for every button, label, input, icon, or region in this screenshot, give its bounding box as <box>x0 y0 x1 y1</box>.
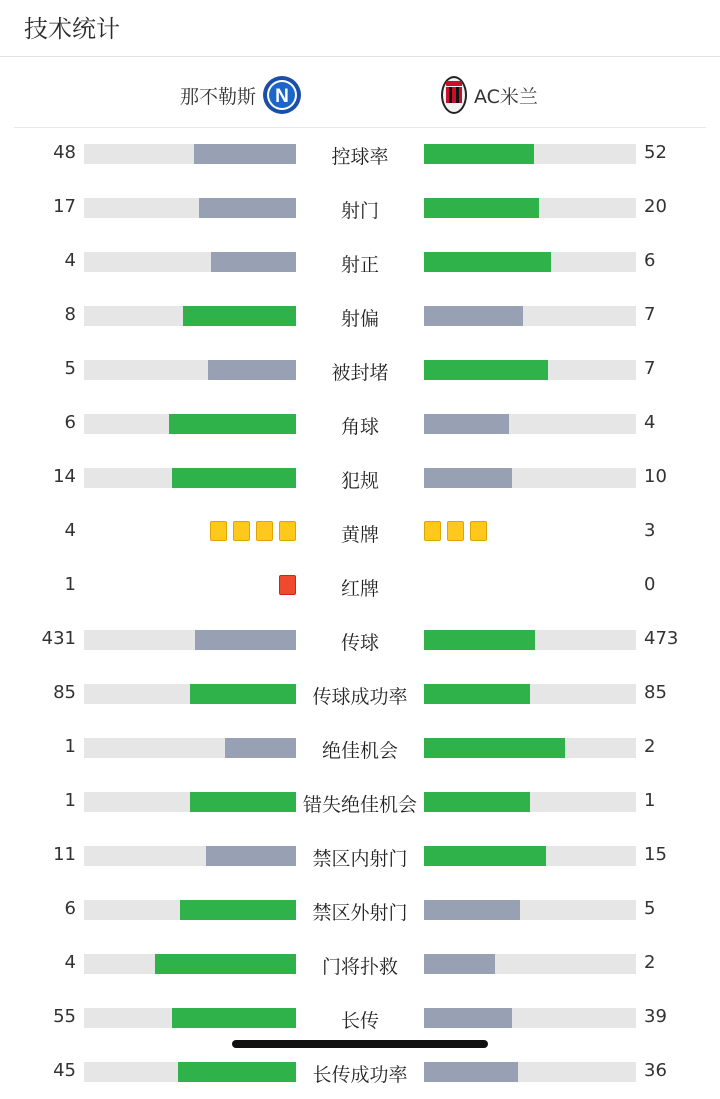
stat-label: 犯规 <box>340 470 379 492</box>
away-value: 2 <box>644 736 656 757</box>
away-bar-fill <box>424 684 530 704</box>
home-bar-track <box>84 630 296 650</box>
stat-label: 被封堵 <box>331 362 389 384</box>
away-bar-fill <box>424 360 548 380</box>
away-bar-track <box>424 252 636 272</box>
home-value: 5 <box>64 358 76 379</box>
home-bar-fill <box>172 468 296 488</box>
away-bar-fill <box>424 630 535 650</box>
yellow-card-icon <box>233 521 250 541</box>
away-value: 0 <box>644 574 656 595</box>
home-bar-fill <box>199 198 296 218</box>
home-value: 1 <box>64 574 76 595</box>
away-bar-fill <box>424 198 539 218</box>
away-value: 15 <box>644 844 667 865</box>
home-bar-fill <box>208 360 296 380</box>
home-value: 431 <box>41 628 76 649</box>
home-team[interactable] <box>180 75 302 115</box>
stat-row <box>0 289 720 343</box>
away-bar-track <box>424 954 636 974</box>
teams-header <box>14 57 706 128</box>
red-card-icon <box>279 575 296 595</box>
away-bar-fill <box>424 900 520 920</box>
away-value: 3 <box>644 520 656 541</box>
stat-row <box>0 937 720 991</box>
stat-row <box>0 343 720 397</box>
page-title: 技术统计 <box>24 15 120 43</box>
stat-label: 红牌 <box>340 578 379 600</box>
away-value: 20 <box>644 196 667 217</box>
stat-row <box>0 397 720 451</box>
stat-row <box>0 667 720 721</box>
stat-row <box>0 181 720 235</box>
home-value: 6 <box>64 412 76 433</box>
stat-label: 禁区内射门 <box>312 848 408 870</box>
stat-row <box>0 451 720 505</box>
header <box>0 0 720 57</box>
away-bar-track <box>424 360 636 380</box>
away-bar-fill <box>424 1062 518 1082</box>
home-bar-track <box>84 954 296 974</box>
yellow-card-icon <box>470 521 487 541</box>
stat-row <box>0 775 720 829</box>
away-value: 85 <box>644 682 667 703</box>
away-value: 10 <box>644 466 667 487</box>
away-value: 7 <box>644 358 656 379</box>
stat-label: 射正 <box>340 254 379 276</box>
away-value: 4 <box>644 412 656 433</box>
stat-label: 错失绝佳机会 <box>302 794 417 816</box>
away-value: 39 <box>644 1006 667 1027</box>
away-bar-fill <box>424 738 565 758</box>
home-bar-fill <box>206 846 296 866</box>
yellow-card-icon <box>279 521 296 541</box>
home-bar-track <box>84 198 296 218</box>
away-value: 7 <box>644 304 656 325</box>
away-bar-fill <box>424 468 512 488</box>
away-bar-fill <box>424 954 495 974</box>
away-bar-fill <box>424 144 534 164</box>
away-bar-track <box>424 144 636 164</box>
home-bar-fill <box>178 1062 296 1082</box>
home-bar-track <box>84 846 296 866</box>
away-bar-track <box>424 414 636 434</box>
home-value: 4 <box>64 952 76 973</box>
stat-row <box>0 721 720 775</box>
stat-label: 控球率 <box>331 146 389 168</box>
away-bar-track <box>424 738 636 758</box>
away-bar-track <box>424 198 636 218</box>
home-bar-fill <box>194 144 296 164</box>
home-value: 8 <box>64 304 76 325</box>
away-bar-fill <box>424 306 523 326</box>
home-value: 55 <box>53 1006 76 1027</box>
home-value: 1 <box>64 790 76 811</box>
stat-row <box>0 1045 720 1099</box>
home-bar-fill <box>190 684 296 704</box>
stat-row <box>0 613 720 667</box>
stat-row <box>0 505 720 559</box>
home-indicator[interactable] <box>232 1040 488 1048</box>
yellow-card-icon <box>210 521 227 541</box>
ac-milan-logo-icon <box>440 75 468 115</box>
home-bar-fill <box>180 900 296 920</box>
away-bar-track <box>424 1062 636 1082</box>
stat-label: 绝佳机会 <box>321 740 398 762</box>
away-bar-track <box>424 306 636 326</box>
home-bar-track <box>84 1062 296 1082</box>
stat-label: 长传成功率 <box>312 1064 408 1086</box>
stat-label: 门将扑救 <box>321 956 398 978</box>
away-value: 6 <box>644 250 656 271</box>
stat-label: 传球 <box>340 632 379 654</box>
stat-label: 角球 <box>340 416 379 438</box>
away-bar-track <box>424 846 636 866</box>
home-bar-track <box>84 900 296 920</box>
yellow-card-icon <box>424 521 441 541</box>
home-value: 11 <box>53 844 76 865</box>
away-bar-track <box>424 684 636 704</box>
stat-row <box>0 829 720 883</box>
home-bar-track <box>84 738 296 758</box>
home-bar-fill <box>183 306 296 326</box>
away-cards <box>424 521 487 541</box>
home-bar-fill <box>172 1008 296 1028</box>
home-value: 6 <box>64 898 76 919</box>
home-bar-track <box>84 468 296 488</box>
stat-row <box>0 127 720 181</box>
away-bar-fill <box>424 414 509 434</box>
home-bar-track <box>84 144 296 164</box>
svg-text:N: N <box>275 86 289 107</box>
away-bar-fill <box>424 846 546 866</box>
home-bar-track <box>84 684 296 704</box>
home-value: 4 <box>64 520 76 541</box>
yellow-card-icon <box>447 521 464 541</box>
stat-row <box>0 235 720 289</box>
stat-label: 禁区外射门 <box>312 902 408 924</box>
home-bar-track <box>84 414 296 434</box>
home-bar-fill <box>155 954 296 974</box>
yellow-card-icon <box>256 521 273 541</box>
stat-label: 传球成功率 <box>312 686 408 708</box>
stat-row <box>0 991 720 1045</box>
home-value: 1 <box>64 736 76 757</box>
away-value: 52 <box>644 142 667 163</box>
home-bar-fill <box>211 252 296 272</box>
away-bar-track <box>424 630 636 650</box>
home-value: 17 <box>53 196 76 217</box>
away-bar-track <box>424 792 636 812</box>
away-team-name: AC米兰 <box>474 85 538 108</box>
stat-label: 射偏 <box>340 308 379 330</box>
home-bar-track <box>84 252 296 272</box>
home-value: 14 <box>53 466 76 487</box>
home-cards <box>210 521 296 541</box>
home-cards <box>279 575 296 595</box>
home-bar-fill <box>190 792 296 812</box>
stat-label: 射门 <box>340 200 379 222</box>
home-value: 45 <box>53 1060 76 1081</box>
stat-label: 黄牌 <box>340 524 379 546</box>
home-value: 85 <box>53 682 76 703</box>
home-team-name: 那不勒斯 <box>179 85 256 108</box>
home-value: 48 <box>53 142 76 163</box>
away-value: 36 <box>644 1060 667 1081</box>
stats-list <box>0 127 720 1099</box>
stat-row <box>0 883 720 937</box>
home-bar-track <box>84 360 296 380</box>
away-bar-fill <box>424 792 530 812</box>
away-bar-fill <box>424 252 551 272</box>
home-bar-fill <box>169 414 296 434</box>
home-bar-fill <box>195 630 296 650</box>
away-value: 1 <box>644 790 656 811</box>
home-bar-fill <box>225 738 296 758</box>
away-bar-track <box>424 468 636 488</box>
stat-label: 长传 <box>340 1010 379 1032</box>
away-bar-fill <box>424 1008 512 1028</box>
home-value: 4 <box>64 250 76 271</box>
away-team[interactable] <box>440 75 538 115</box>
home-bar-track <box>84 306 296 326</box>
napoli-logo-icon <box>262 75 302 115</box>
away-value: 5 <box>644 898 656 919</box>
home-bar-track <box>84 792 296 812</box>
away-value: 2 <box>644 952 656 973</box>
away-bar-track <box>424 900 636 920</box>
stat-row <box>0 559 720 613</box>
away-value: 473 <box>644 628 679 649</box>
away-bar-track <box>424 1008 636 1028</box>
home-bar-track <box>84 1008 296 1028</box>
